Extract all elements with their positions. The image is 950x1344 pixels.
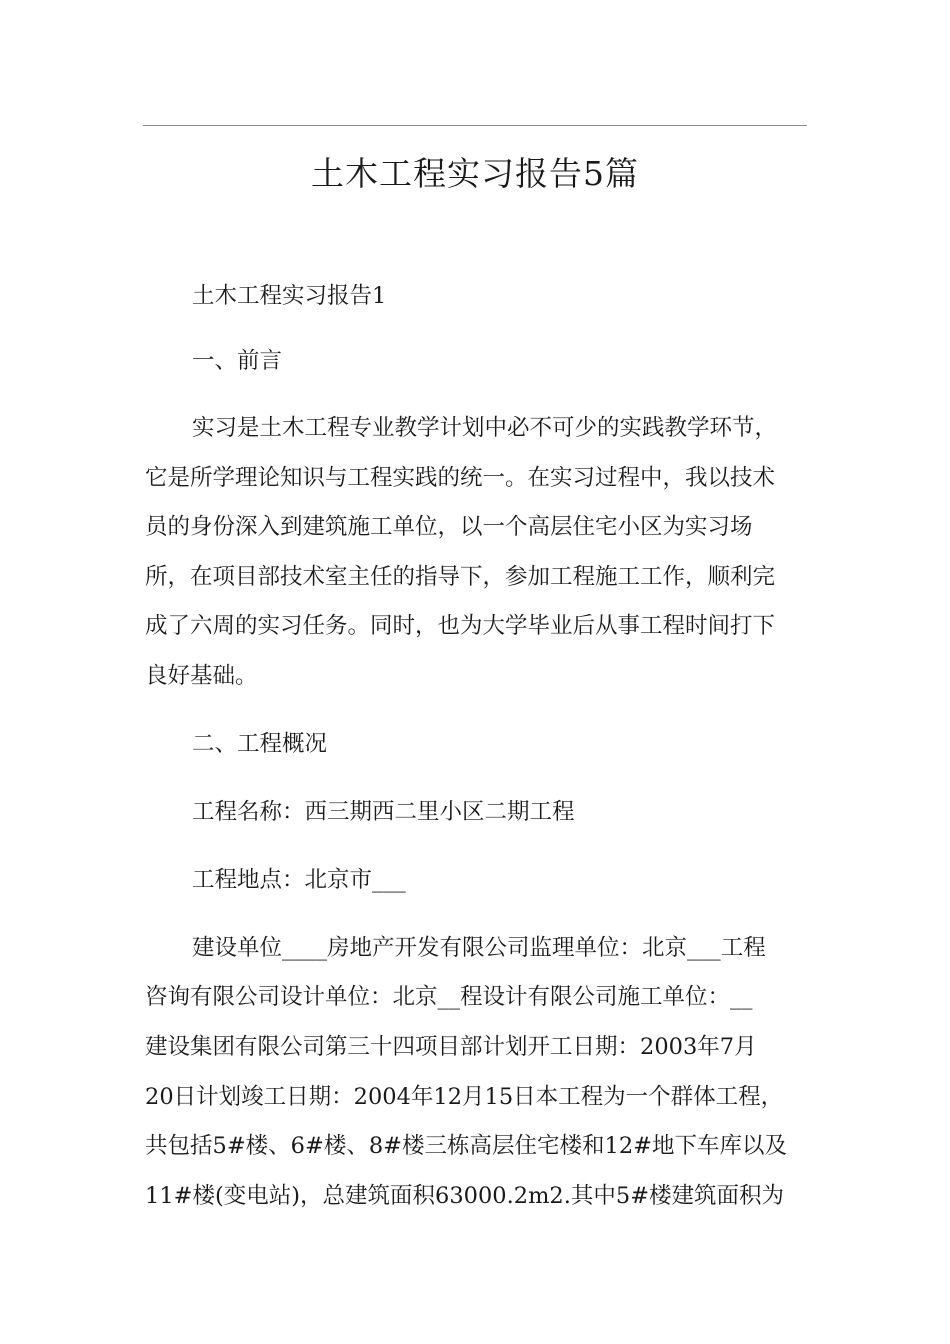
section-heading-preface: 一、前言	[192, 348, 283, 374]
project-name-line: 工程名称：西三期西二里小区二期工程	[192, 799, 575, 825]
report-heading: 土木工程实习报告1	[192, 283, 387, 309]
paragraph-line: 建设集团有限公司第三十四项目部计划开工日期：2003年7月	[145, 1034, 757, 1060]
section-heading-overview: 二、工程概况	[192, 731, 328, 757]
paragraph-line: 所，在项目部技术室主任的指导下，参加工程施工工作，顺利完	[145, 564, 776, 590]
paragraph-line: 它是所学理论知识与工程实践的统一。在实习过程中，我以技术	[145, 465, 776, 491]
paragraph-line: 实习是土木工程专业教学计划中必不可少的实践教学环节，	[192, 415, 778, 441]
document-title: 土木工程实习报告5篇	[311, 154, 639, 193]
paragraph-line: 共包括5#楼、6#楼、8#楼三栋高层住宅楼和12#地下车库以及	[145, 1133, 787, 1159]
paragraph-line: 20日计划竣工日期：2004年12月15日本工程为一个群体工程，	[145, 1084, 784, 1110]
paragraph-line: 咨询有限公司设计单位：北京__程设计有限公司施工单位：__	[145, 984, 753, 1010]
paragraph-line: 员的身份深入到建筑施工单位，以一个高层住宅小区为实习场	[145, 514, 753, 540]
project-location-line: 工程地点：北京市___	[192, 867, 406, 893]
paragraph-line: 良好基础。	[145, 663, 258, 689]
paragraph-line: 建设单位____房地产开发有限公司监理单位：北京___工程	[192, 935, 766, 961]
paragraph-line: 11#楼(变电站)，总建筑面积63000.2m2.其中5#楼建筑面积为	[145, 1183, 785, 1209]
paragraph-line: 成了六周的实习任务。同时，也为大学毕业后从事工程时间打下	[145, 613, 776, 639]
header-divider	[143, 125, 807, 126]
